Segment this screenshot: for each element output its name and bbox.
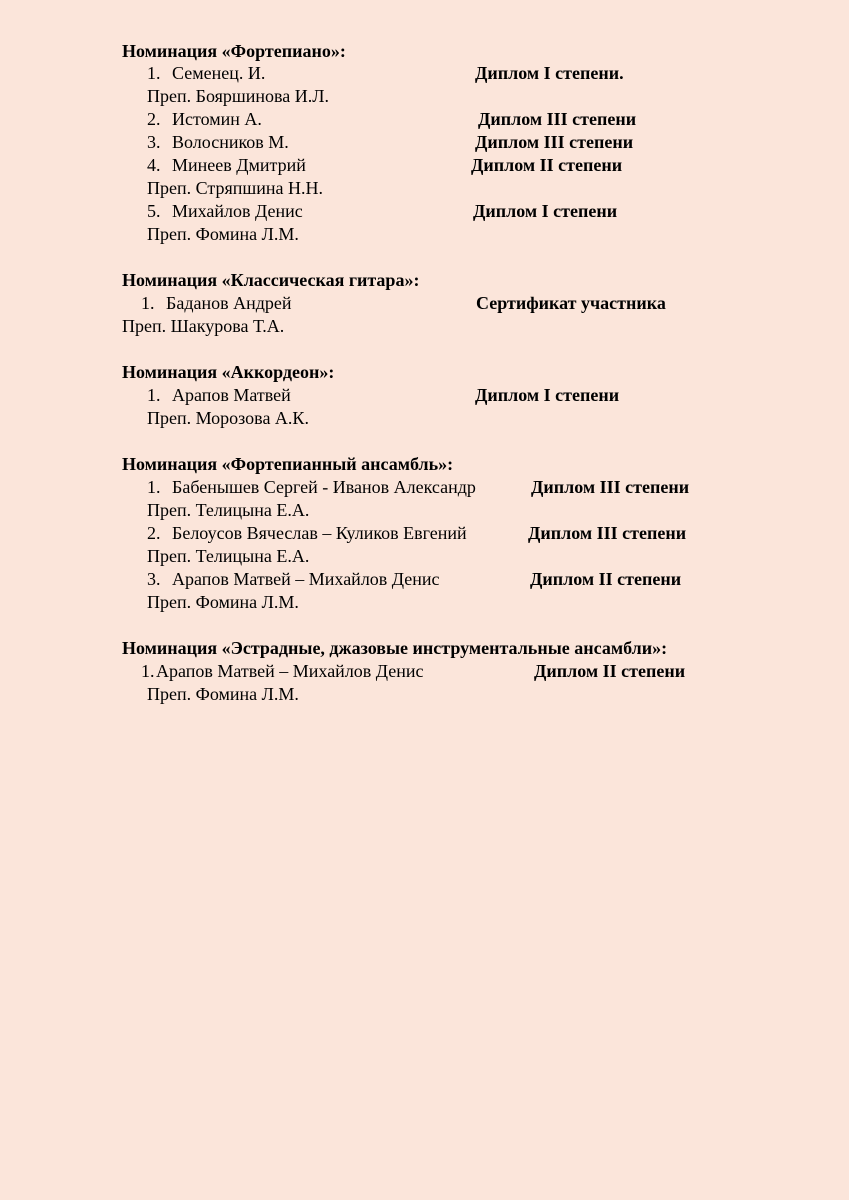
list-item xyxy=(0,660,849,683)
entry-name: Семенец. И. xyxy=(172,63,266,83)
entry-number: 3. xyxy=(147,569,161,589)
teacher-line xyxy=(0,177,849,200)
list-item xyxy=(0,131,849,154)
list-item xyxy=(0,200,849,223)
list-item xyxy=(0,568,849,591)
nomination-title: Номинация «Эстрадные, джазовые инструментальные ансамбли»: xyxy=(122,638,668,658)
entry-award: Диплом II степени xyxy=(534,661,686,681)
entry-award: Диплом I степени xyxy=(475,385,620,405)
teacher-line xyxy=(0,223,849,246)
entry-name: Белоусов Вячеслав – Куликов Евгений xyxy=(172,523,467,543)
entry-award: Диплом I степени xyxy=(473,201,618,221)
entry-award: Сертификат участника xyxy=(476,293,666,313)
entry-name: Арапов Матвей – Михайлов Денис xyxy=(156,661,424,681)
teacher-name: Преп. Бояршинова И.Л. xyxy=(147,86,329,106)
entry-name: Арапов Матвей – Михайлов Денис xyxy=(172,569,440,589)
entry-award: Диплом II степени xyxy=(471,155,623,175)
entry-name: Арапов Матвей xyxy=(172,385,291,405)
entry-name: Истомин А. xyxy=(172,109,262,129)
entry-award: Диплом III степени xyxy=(531,477,690,497)
teacher-name: Преп. Фомина Л.М. xyxy=(147,684,299,704)
teacher-line xyxy=(0,683,849,706)
entry-award: Диплом III степени xyxy=(475,132,634,152)
entry-name: Минеев Дмитрий xyxy=(172,155,306,175)
teacher-name: Преп. Морозова А.К. xyxy=(147,408,309,428)
entry-number: 5. xyxy=(147,201,161,221)
entry-number: 1. xyxy=(141,661,155,681)
nomination-title: Номинация «Классическая гитара»: xyxy=(122,270,420,290)
teacher-line xyxy=(0,591,849,614)
nomination-title: Номинация «Фортепианный ансамбль»: xyxy=(122,454,454,474)
entry-name: Баданов Андрей xyxy=(166,293,292,313)
teacher-line xyxy=(0,499,849,522)
entry-number: 1. xyxy=(147,63,161,83)
section-heading xyxy=(0,40,849,63)
entry-name: Бабенышев Сергей - Иванов Александр xyxy=(172,477,476,497)
list-item xyxy=(0,62,849,85)
nomination-title: Номинация «Аккордеон»: xyxy=(122,362,335,382)
teacher-name: Преп. Фомина Л.М. xyxy=(147,592,299,612)
list-item xyxy=(0,384,849,407)
list-item xyxy=(0,522,849,545)
section-heading xyxy=(0,453,849,476)
list-item xyxy=(0,108,849,131)
list-item xyxy=(0,154,849,177)
section-heading xyxy=(0,269,849,292)
teacher-name: Преп. Телицына Е.А. xyxy=(147,500,310,520)
entry-number: 2. xyxy=(147,109,161,129)
list-item xyxy=(0,292,849,315)
entry-award: Диплом I степени. xyxy=(475,63,624,83)
nomination-title: Номинация «Фортепиано»: xyxy=(122,41,346,61)
teacher-line xyxy=(0,315,849,338)
entry-number: 1. xyxy=(147,477,161,497)
teacher-line xyxy=(0,85,849,108)
entry-number: 2. xyxy=(147,523,161,543)
teacher-line xyxy=(0,545,849,568)
entry-number: 4. xyxy=(147,155,161,175)
entry-award: Диплом III степени xyxy=(478,109,637,129)
entry-number: 3. xyxy=(147,132,161,152)
entry-award: Диплом II степени xyxy=(530,569,682,589)
teacher-name: Преп. Фомина Л.М. xyxy=(147,224,299,244)
entry-award: Диплом III степени xyxy=(528,523,687,543)
teacher-name: Преп. Телицына Е.А. xyxy=(147,546,310,566)
teacher-line xyxy=(0,407,849,430)
teacher-name: Преп. Стряпшина Н.Н. xyxy=(147,178,324,198)
entry-number: 1. xyxy=(141,293,155,313)
section-heading xyxy=(0,637,849,660)
entry-number: 1. xyxy=(147,385,161,405)
teacher-name: Преп. Шакурова Т.А. xyxy=(122,316,285,336)
entry-name: Волосников М. xyxy=(172,132,289,152)
list-item xyxy=(0,476,849,499)
entry-name: Михайлов Денис xyxy=(172,201,303,221)
section-heading xyxy=(0,361,849,384)
